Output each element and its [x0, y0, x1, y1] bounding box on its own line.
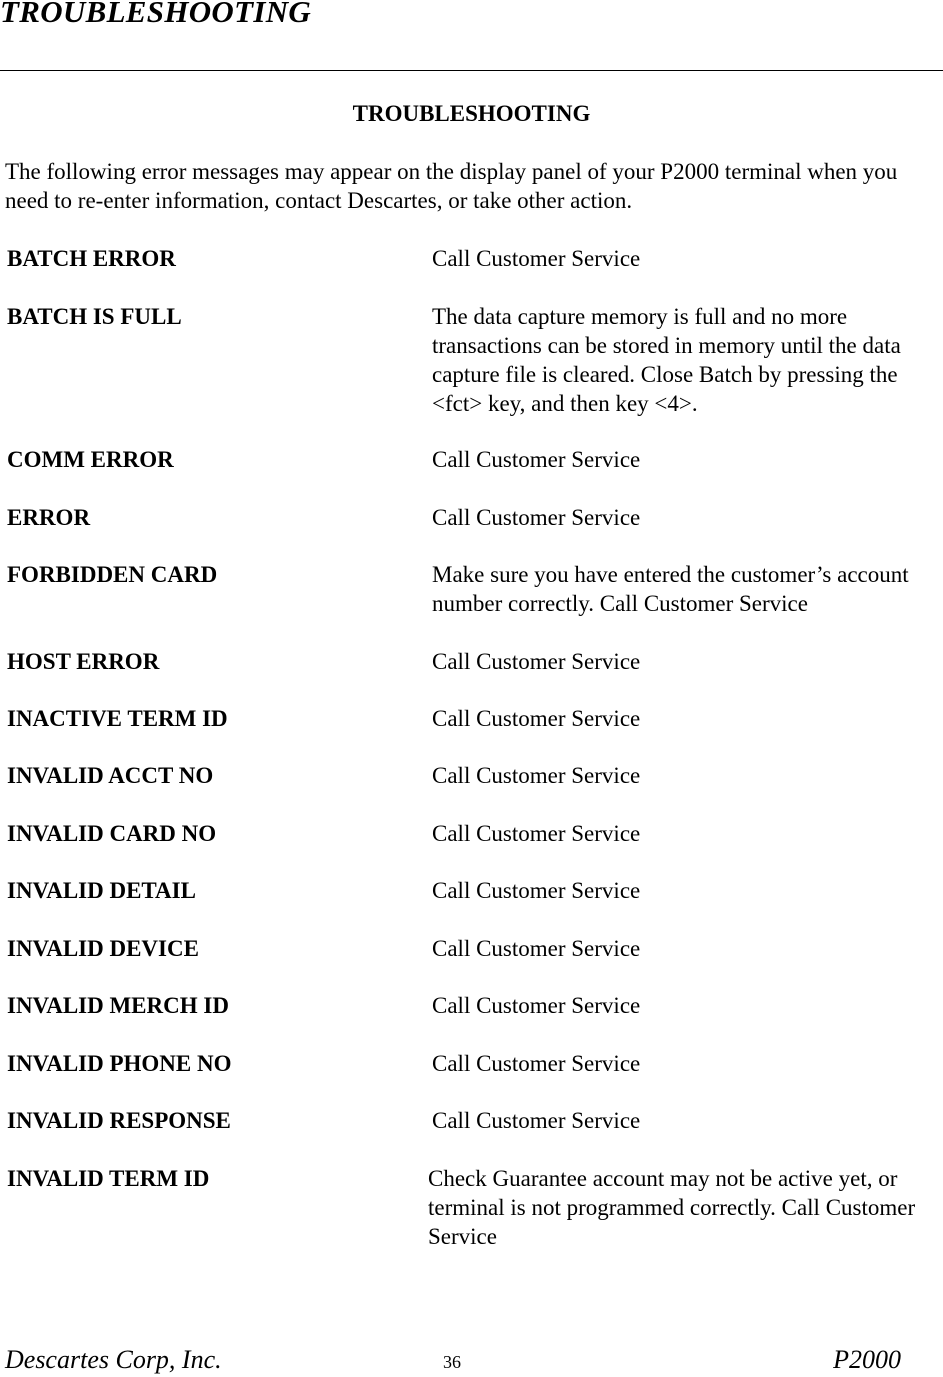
error-code: INVALID ACCT NO: [7, 763, 214, 788]
error-code: INVALID TERM ID: [7, 1166, 210, 1191]
error-message: Call Customer Service: [432, 993, 641, 1018]
error-code: COMM ERROR: [7, 447, 174, 472]
error-message: Call Customer Service: [432, 878, 641, 903]
footer-company: Descartes Corp, Inc.: [5, 1345, 222, 1374]
error-code: FORBIDDEN CARD: [7, 562, 218, 587]
error-message: Call Customer Service: [432, 1108, 641, 1133]
error-code: BATCH IS FULL: [7, 304, 182, 329]
error-message: Call Customer Service: [432, 763, 641, 788]
error-code: INVALID DEVICE: [7, 936, 199, 961]
error-message: Check Guarantee account may not be active yet, or terminal is not programmed correctly. Call Customer Service: [428, 1166, 916, 1249]
header-divider: [0, 70, 943, 71]
error-code: INVALID PHONE NO: [7, 1051, 232, 1076]
footer-page-number: 36: [443, 1352, 461, 1372]
error-message: Call Customer Service: [432, 1051, 641, 1076]
error-code: INVALID DETAIL: [7, 878, 196, 903]
error-message: Call Customer Service: [432, 505, 641, 530]
error-message: Call Customer Service: [432, 447, 641, 472]
error-message: Call Customer Service: [432, 706, 641, 731]
error-code: HOST ERROR: [7, 649, 160, 674]
footer-product: P2000: [833, 1345, 901, 1374]
error-message: Call Customer Service: [432, 936, 641, 961]
page-header-title: TROUBLESHOOTING: [0, 0, 312, 29]
error-code: ERROR: [7, 505, 91, 530]
error-message: Make sure you have entered the customer’s account number correctly. Call Customer Service: [432, 562, 909, 616]
section-title: TROUBLESHOOTING: [352, 101, 591, 126]
error-code: INVALID CARD NO: [7, 821, 217, 846]
intro-paragraph: The following error messages may appear on the display panel of your P2000 terminal when you need to re-enter information, contact Descartes, or take other action.: [5, 159, 898, 213]
error-code: INVALID RESPONSE: [7, 1108, 231, 1133]
error-code: INVALID MERCH ID: [7, 993, 229, 1018]
error-code: INACTIVE TERM ID: [7, 706, 228, 731]
error-code: BATCH ERROR: [7, 246, 176, 271]
error-message: Call Customer Service: [432, 821, 641, 846]
error-message: Call Customer Service: [432, 246, 641, 271]
error-message: Call Customer Service: [432, 649, 641, 674]
error-message: The data capture memory is full and no more transactions can be stored in memory until the data capture file is cleared. Close Batch by pressing the <fct> key, and then key <4>.: [432, 304, 901, 416]
